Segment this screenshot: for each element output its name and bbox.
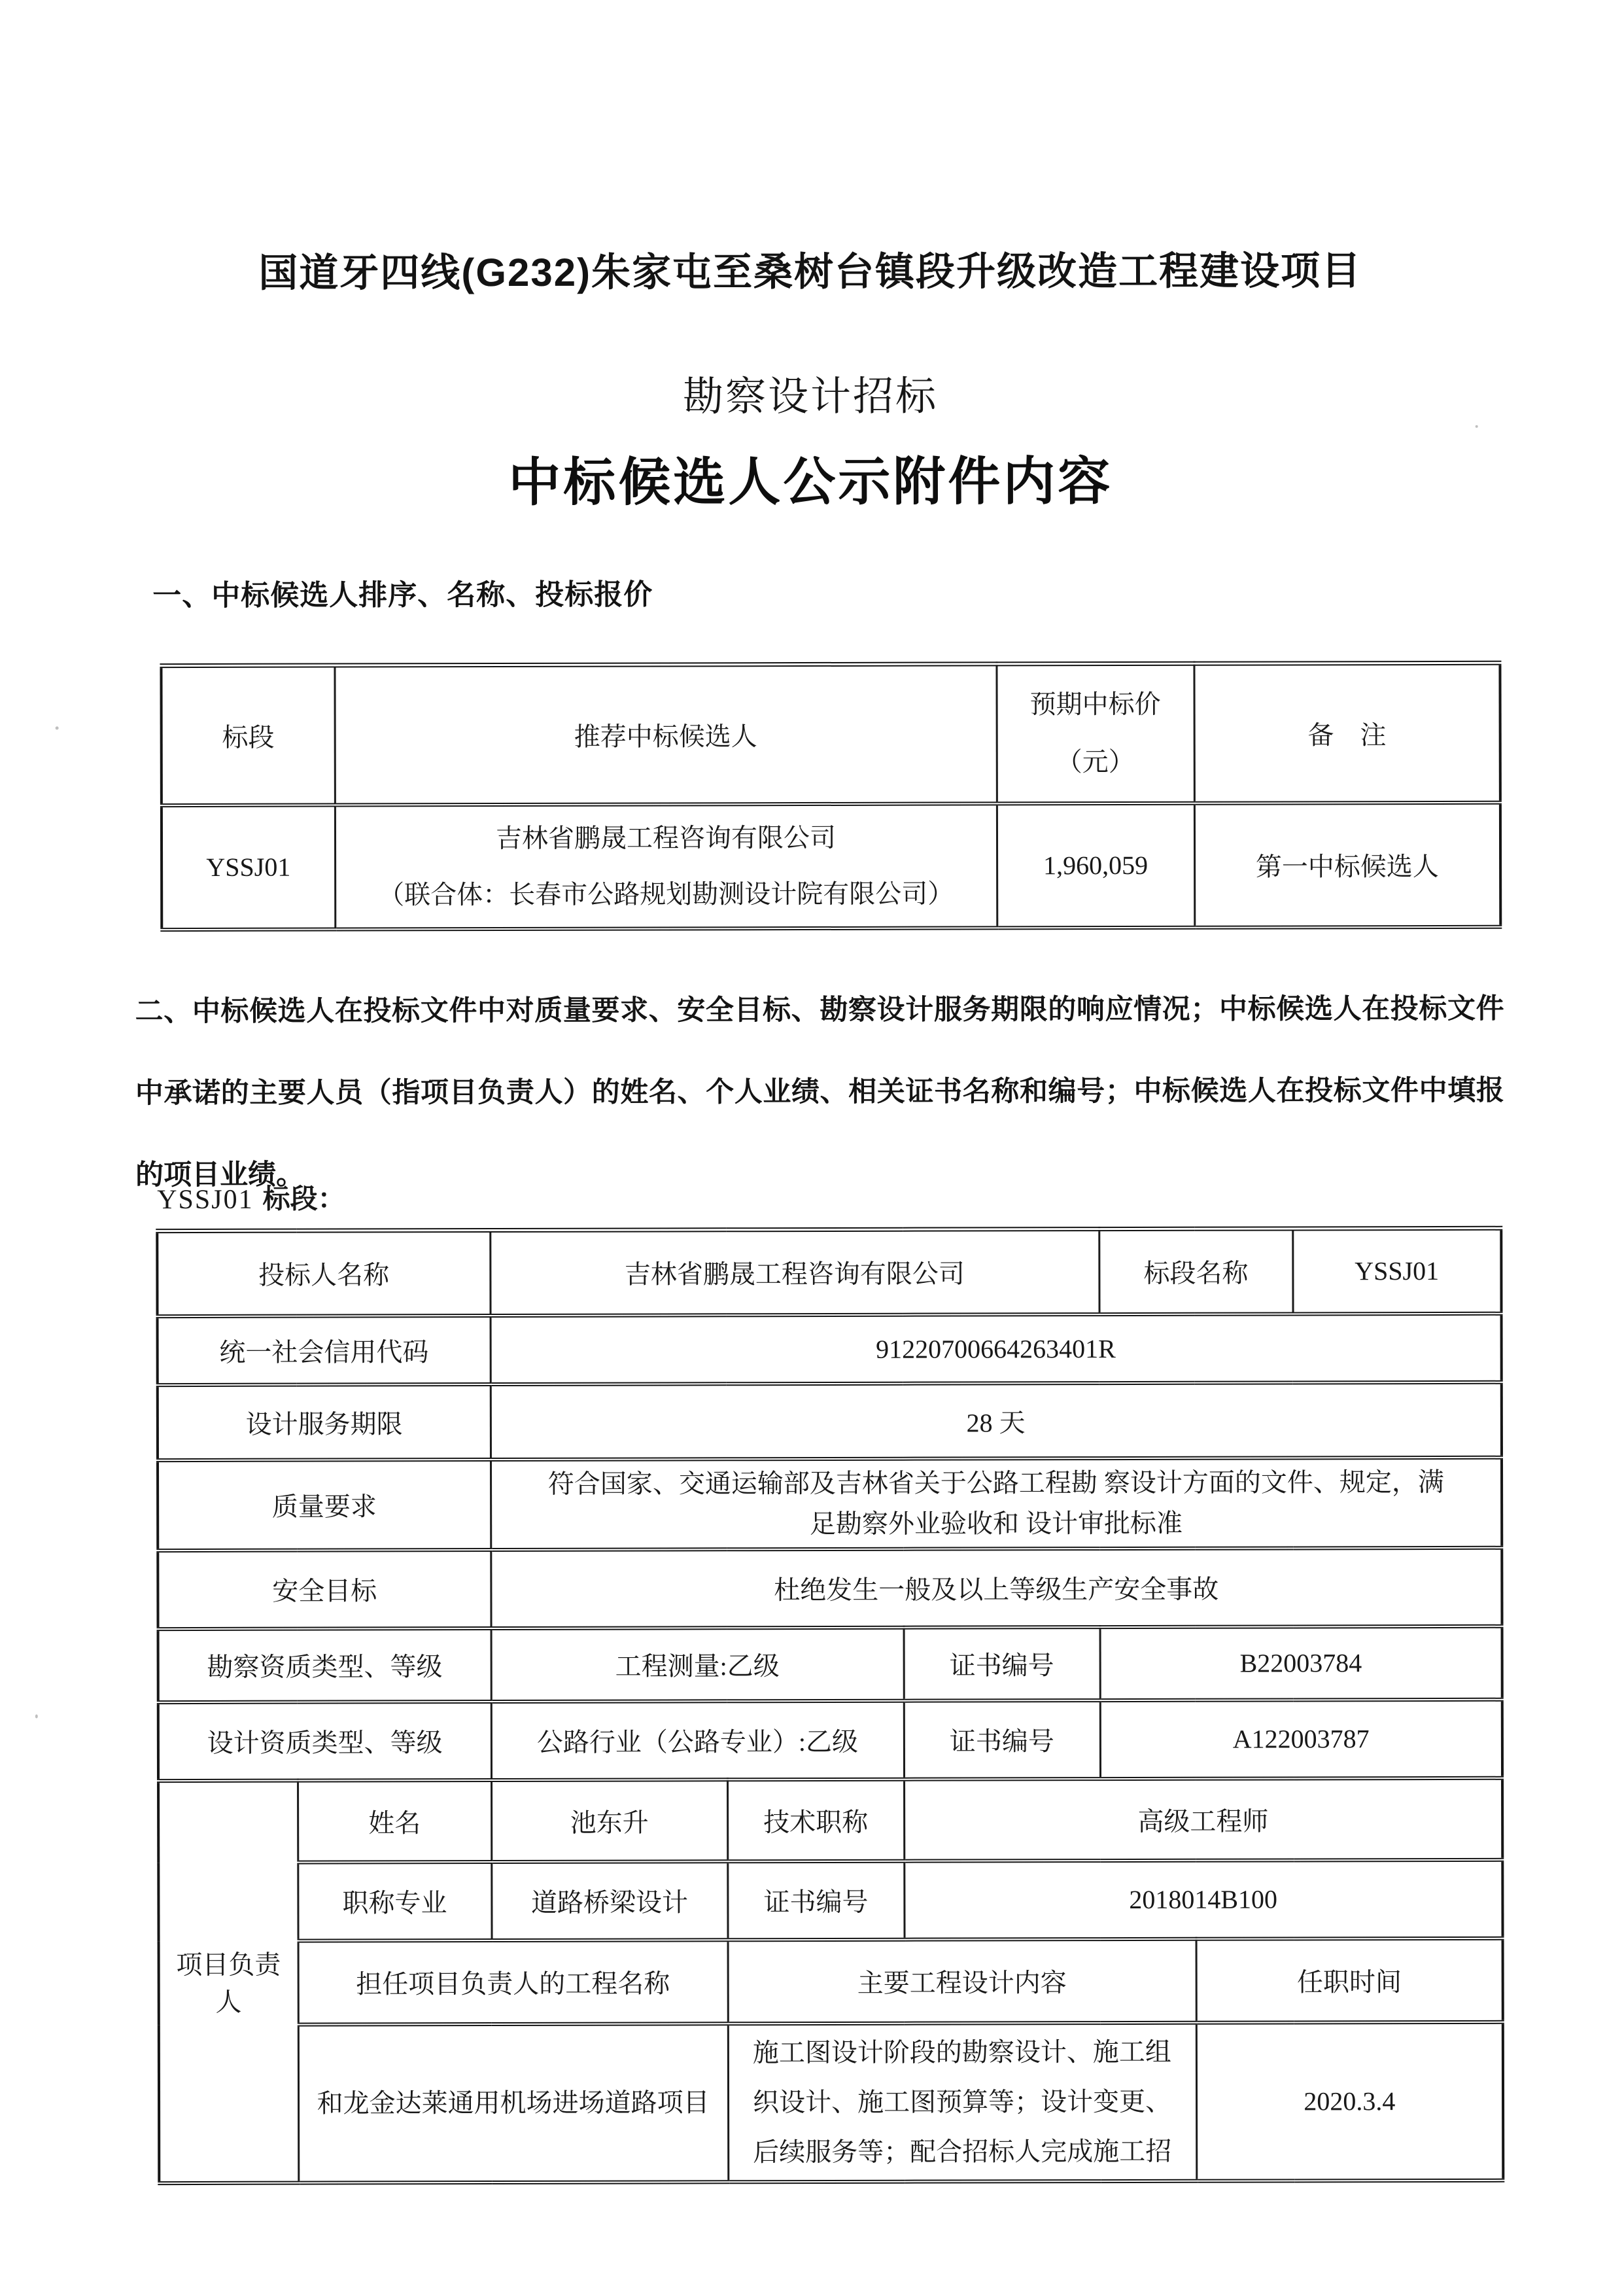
row-pm-project-data [159,2022,1504,2182]
pm-cert-value: 2018014B100 [904,1859,1502,1939]
pm-design-content-value: 施工图设计阶段的勘察设计、施工组织设计、施工图预算等；设计变更、后续服务等；配合招标人完成施工招 [728,2022,1197,2181]
row-pm-name [158,1778,1502,1862]
candidate-table-data-row [162,802,1500,929]
project-title: 国道牙四线(G232)朱家屯至桑树台镇段升级改造工程建设项目 [258,249,1362,295]
pm-group-label: 项目负责人 [158,1780,298,2182]
lot-name-label: 标段名称 [1099,1229,1292,1314]
lot-name-value: YSSJ01 [1292,1228,1501,1314]
row-design-qualification [158,1699,1502,1780]
lot-section-suffix: 标段： [262,1183,345,1214]
design-cert-label: 证书编号 [904,1700,1100,1779]
scan-speck [1476,425,1478,428]
announcement-title: 中标候选人公示附件内容 [508,452,1113,512]
pm-tech-title-value: 高级工程师 [904,1778,1502,1861]
cell-price: 1,960,059 [997,803,1194,928]
scan-speck [56,726,59,729]
bidder-value: 吉林省鹏晟工程咨询有限公司 [490,1229,1099,1316]
tender-type-subtitle: 勘察设计招标 [683,374,939,420]
row-design-period [158,1382,1502,1460]
section2-paragraph: 二、中标候选人在投标文件中对质量要求、安全目标、勘察设计服务期限的响应情况；中标候选人在投标文件中承诺的主要人员（指项目负责人）的姓名、个人业绩、相关证书名称和编号；中标候选人在投标文件中填报的项目业绩。 [135,992,1504,1191]
credit-code-label: 统一社会信用代码 [158,1316,491,1385]
pm-major-label: 职称专业 [298,1862,491,1941]
bid-details-table [156,1226,1504,2185]
scan-speck [35,1714,38,1718]
pm-name-value: 池东升 [491,1779,727,1862]
pm-tenure-value: 2020.3.4 [1196,2022,1504,2181]
pm-cert-label: 证书编号 [727,1861,904,1940]
pm-project-name-value: 和龙金达莱通用机场进场道路项目 [298,2023,729,2182]
section1-heading: 一、中标候选人排序、名称、投标报价 [152,578,653,612]
header-candidate: 推荐中标候选人 [334,664,996,805]
quality-label: 质量要求 [158,1460,491,1550]
pm-project-name-label: 担任项目负责人的工程名称 [298,1940,728,2024]
safety-label: 安全目标 [158,1550,491,1629]
bidder-label: 投标人名称 [157,1231,490,1316]
design-qual-value: 公路行业（公路专业）:乙级 [491,1700,904,1779]
design-cert-value: A122003787 [1100,1699,1502,1778]
cell-candidate: 吉林省鹏晟工程咨询有限公司 （联合体：长春市公路规划勘测设计院有限公司） [335,803,997,929]
credit-code-value: 91220700664263401R [491,1313,1502,1384]
header-lot: 标段 [161,665,334,805]
design-period-label: 设计服务期限 [158,1384,491,1460]
survey-cert-label: 证书编号 [904,1627,1100,1701]
lot-section-code: YSSJ01 [157,1184,254,1216]
survey-qual-label: 勘察资质类型、等级 [158,1628,491,1702]
safety-value: 杜绝发生一般及以上等级生产安全事故 [491,1547,1502,1628]
pm-design-content-label: 主要工程设计内容 [728,1938,1196,2023]
cell-lot: YSSJ01 [162,805,335,930]
design-qual-label: 设计资质类型、等级 [158,1702,491,1781]
candidate-table-header-row [161,663,1500,805]
survey-cert-value: B22003784 [1100,1626,1502,1700]
candidate-table [160,661,1502,932]
row-quality [158,1457,1502,1550]
cell-remark: 第一中标候选人 [1194,802,1500,927]
pm-name-label: 姓名 [298,1780,491,1863]
pm-major-value: 道路桥梁设计 [491,1861,727,1940]
row-safety [158,1547,1502,1628]
row-pm-major [158,1859,1502,1940]
header-remark: 备 注 [1194,663,1500,803]
row-pm-project-header [159,1938,1503,2024]
quality-value: 符合国家、交通运输部及吉林省关于公路工程勘 察设计方面的文件、规定，满 足勘察外业验收和 设计审批标准 [491,1457,1502,1549]
survey-qual-value: 工程测量:乙级 [491,1627,904,1701]
design-period-value: 28 天 [491,1382,1502,1459]
pm-tenure-label: 任职时间 [1196,1938,1503,2022]
lot-section-label [157,1177,345,1217]
row-bidder [157,1228,1501,1316]
pm-tech-title-label: 技术职称 [727,1779,904,1861]
row-credit-code [158,1313,1502,1384]
header-price: 预期中标价 （元） [996,663,1194,803]
row-survey-qualification [158,1626,1502,1702]
